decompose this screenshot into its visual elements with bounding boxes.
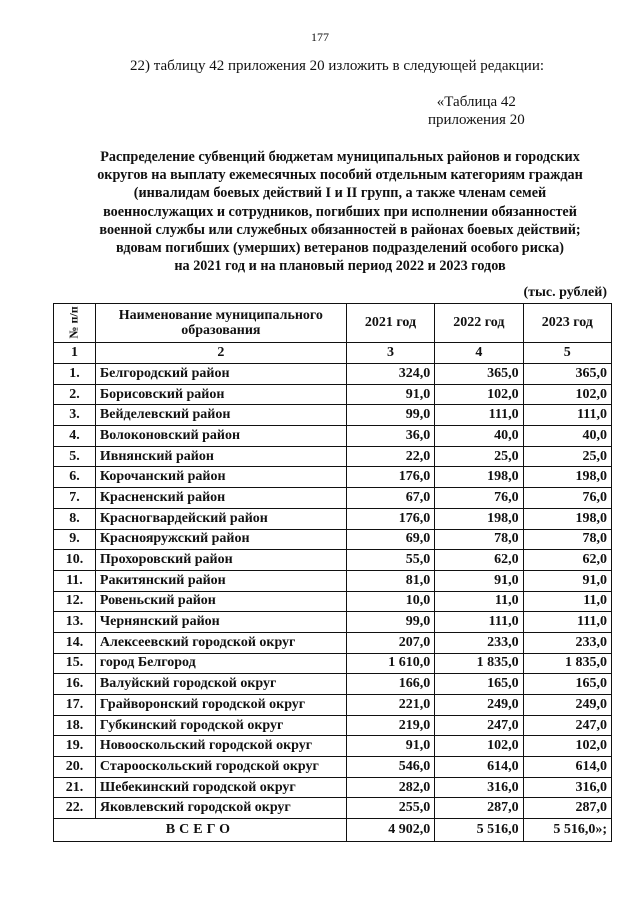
total-row bbox=[54, 819, 612, 842]
table-row bbox=[54, 405, 612, 426]
column-index: 4 bbox=[435, 343, 523, 364]
row-2021: 36,0 bbox=[346, 426, 434, 447]
row-2021: 176,0 bbox=[346, 508, 434, 529]
row-2021: 99,0 bbox=[346, 612, 434, 633]
column-index: 2 bbox=[95, 343, 346, 364]
row-number: 10. bbox=[54, 550, 96, 571]
table-row bbox=[54, 591, 612, 612]
table-reference bbox=[428, 93, 525, 129]
table-body bbox=[54, 364, 612, 819]
title-line: военнослужащих и сотрудников, погибших при исполнении обязанностей bbox=[103, 203, 577, 220]
table-row bbox=[54, 426, 612, 447]
row-2023: 165,0 bbox=[523, 674, 611, 695]
row-number: 17. bbox=[54, 695, 96, 716]
row-2021: 1 610,0 bbox=[346, 653, 434, 674]
table-row bbox=[54, 467, 612, 488]
row-2021: 91,0 bbox=[346, 384, 434, 405]
table-row bbox=[54, 364, 612, 385]
row-2023: 62,0 bbox=[523, 550, 611, 571]
row-name: Алексеевский городской округ bbox=[95, 632, 346, 653]
row-number: 22. bbox=[54, 798, 96, 819]
row-2022: 25,0 bbox=[435, 446, 523, 467]
row-2022: 91,0 bbox=[435, 570, 523, 591]
subvention-table bbox=[53, 303, 612, 842]
row-number: 1. bbox=[54, 364, 96, 385]
row-number: 20. bbox=[54, 757, 96, 778]
row-number: 14. bbox=[54, 632, 96, 653]
row-name: Белгородский район bbox=[95, 364, 346, 385]
row-2023: 287,0 bbox=[523, 798, 611, 819]
row-number: 8. bbox=[54, 508, 96, 529]
table-row bbox=[54, 674, 612, 695]
row-name: Борисовский район bbox=[95, 384, 346, 405]
row-2021: 67,0 bbox=[346, 488, 434, 509]
row-name: Красногвардейский район bbox=[95, 508, 346, 529]
row-name: Вейделевский район bbox=[95, 405, 346, 426]
row-2022: 111,0 bbox=[435, 405, 523, 426]
total-2023: 5 516,0»; bbox=[523, 819, 611, 842]
table-row bbox=[54, 777, 612, 798]
row-2021: 81,0 bbox=[346, 570, 434, 591]
header-number: № п/п bbox=[54, 304, 96, 343]
row-2023: 365,0 bbox=[523, 364, 611, 385]
column-index: 5 bbox=[523, 343, 611, 364]
row-2023: 25,0 bbox=[523, 446, 611, 467]
row-2021: 324,0 bbox=[346, 364, 434, 385]
row-2023: 76,0 bbox=[523, 488, 611, 509]
title-line: на 2021 год и на плановый период 2022 и 2023 годов bbox=[174, 258, 506, 275]
row-2021: 219,0 bbox=[346, 715, 434, 736]
row-2023: 111,0 bbox=[523, 612, 611, 633]
table-reference-line-2: приложения 20 bbox=[428, 112, 525, 128]
row-number: 3. bbox=[54, 405, 96, 426]
row-2021: 546,0 bbox=[346, 757, 434, 778]
row-2021: 255,0 bbox=[346, 798, 434, 819]
row-2022: 1 835,0 bbox=[435, 653, 523, 674]
table-row bbox=[54, 446, 612, 467]
row-2023: 40,0 bbox=[523, 426, 611, 447]
row-2021: 10,0 bbox=[346, 591, 434, 612]
row-2021: 166,0 bbox=[346, 674, 434, 695]
row-name: Валуйский городской округ bbox=[95, 674, 346, 695]
document-title bbox=[70, 148, 610, 275]
table-row bbox=[54, 798, 612, 819]
table-row bbox=[54, 695, 612, 716]
table-row bbox=[54, 736, 612, 757]
row-2022: 102,0 bbox=[435, 384, 523, 405]
row-number: 7. bbox=[54, 488, 96, 509]
table-header-row bbox=[54, 304, 612, 343]
row-name: Красненский район bbox=[95, 488, 346, 509]
row-name: Ракитянский район bbox=[95, 570, 346, 591]
row-2021: 91,0 bbox=[346, 736, 434, 757]
row-name: Грайворонский городской округ bbox=[95, 695, 346, 716]
units-label: (тыс. рублей) bbox=[523, 285, 607, 300]
row-number: 15. bbox=[54, 653, 96, 674]
row-2022: 62,0 bbox=[435, 550, 523, 571]
row-name: город Белгород bbox=[95, 653, 346, 674]
row-number: 2. bbox=[54, 384, 96, 405]
row-2021: 99,0 bbox=[346, 405, 434, 426]
row-2021: 69,0 bbox=[346, 529, 434, 550]
title-line: военной службы или служебных обязанностей в районах боевых действий; bbox=[99, 221, 581, 238]
title-line: вдовам погибших (умерших) ветеранов подразделений особого риска) bbox=[116, 240, 564, 257]
row-2022: 76,0 bbox=[435, 488, 523, 509]
row-name: Яковлевский городской округ bbox=[95, 798, 346, 819]
row-name: Краснояружский район bbox=[95, 529, 346, 550]
row-2022: 247,0 bbox=[435, 715, 523, 736]
row-2023: 247,0 bbox=[523, 715, 611, 736]
row-2023: 91,0 bbox=[523, 570, 611, 591]
table-row bbox=[54, 653, 612, 674]
row-name: Корочанский район bbox=[95, 467, 346, 488]
row-2021: 207,0 bbox=[346, 632, 434, 653]
row-2023: 198,0 bbox=[523, 508, 611, 529]
row-2023: 1 835,0 bbox=[523, 653, 611, 674]
table-row bbox=[54, 757, 612, 778]
row-number: 11. bbox=[54, 570, 96, 591]
row-2022: 102,0 bbox=[435, 736, 523, 757]
row-name: Губкинский городской округ bbox=[95, 715, 346, 736]
column-index-row bbox=[54, 343, 612, 364]
table-row bbox=[54, 529, 612, 550]
row-2022: 198,0 bbox=[435, 508, 523, 529]
row-name: Ивнянский район bbox=[95, 446, 346, 467]
row-2022: 40,0 bbox=[435, 426, 523, 447]
title-line: Распределение субвенций бюджетам муниципальных районов и городских bbox=[100, 149, 580, 165]
table-reference-line-1: «Таблица 42 bbox=[436, 94, 516, 110]
row-2021: 22,0 bbox=[346, 446, 434, 467]
header-2022: 2022 год bbox=[435, 304, 523, 343]
header-2023: 2023 год bbox=[523, 304, 611, 343]
row-2022: 249,0 bbox=[435, 695, 523, 716]
total-2022: 5 516,0 bbox=[435, 819, 523, 842]
row-number: 4. bbox=[54, 426, 96, 447]
table-row bbox=[54, 550, 612, 571]
row-2023: 102,0 bbox=[523, 736, 611, 757]
table-row bbox=[54, 632, 612, 653]
row-2023: 111,0 bbox=[523, 405, 611, 426]
table-row bbox=[54, 384, 612, 405]
row-number: 13. bbox=[54, 612, 96, 633]
row-2022: 365,0 bbox=[435, 364, 523, 385]
row-2022: 11,0 bbox=[435, 591, 523, 612]
row-2023: 78,0 bbox=[523, 529, 611, 550]
row-2022: 233,0 bbox=[435, 632, 523, 653]
row-2022: 614,0 bbox=[435, 757, 523, 778]
row-2022: 287,0 bbox=[435, 798, 523, 819]
row-number: 18. bbox=[54, 715, 96, 736]
title-line: округов на выплату ежемесячных пособий отдельным категориям граждан bbox=[97, 167, 583, 184]
title-line: (инвалидам боевых действий I и II групп, а также членам семей bbox=[133, 185, 547, 202]
row-number: 19. bbox=[54, 736, 96, 757]
page-number: 177 bbox=[311, 30, 329, 44]
row-2021: 221,0 bbox=[346, 695, 434, 716]
row-2022: 78,0 bbox=[435, 529, 523, 550]
row-number: 21. bbox=[54, 777, 96, 798]
row-2023: 249,0 bbox=[523, 695, 611, 716]
row-name: Шебекинский городской округ bbox=[95, 777, 346, 798]
table-row bbox=[54, 570, 612, 591]
header-name: Наименование муниципального образования bbox=[95, 304, 346, 343]
row-2022: 198,0 bbox=[435, 467, 523, 488]
table-row bbox=[54, 488, 612, 509]
row-number: 16. bbox=[54, 674, 96, 695]
row-2023: 614,0 bbox=[523, 757, 611, 778]
total-label: ВСЕГО bbox=[54, 819, 347, 842]
row-2023: 316,0 bbox=[523, 777, 611, 798]
row-2022: 165,0 bbox=[435, 674, 523, 695]
row-2021: 282,0 bbox=[346, 777, 434, 798]
row-number: 12. bbox=[54, 591, 96, 612]
row-name: Прохоровский район bbox=[95, 550, 346, 571]
row-2023: 198,0 bbox=[523, 467, 611, 488]
row-2023: 233,0 bbox=[523, 632, 611, 653]
row-2023: 102,0 bbox=[523, 384, 611, 405]
table-row bbox=[54, 508, 612, 529]
row-name: Старооскольский городской округ bbox=[95, 757, 346, 778]
intro-text: 22) таблицу 42 приложения 20 изложить в следующей редакции: bbox=[130, 58, 545, 74]
row-2021: 55,0 bbox=[346, 550, 434, 571]
row-number: 5. bbox=[54, 446, 96, 467]
column-index: 3 bbox=[346, 343, 434, 364]
row-number: 6. bbox=[54, 467, 96, 488]
table-row bbox=[54, 612, 612, 633]
row-2022: 316,0 bbox=[435, 777, 523, 798]
row-number: 9. bbox=[54, 529, 96, 550]
row-name: Ровеньский район bbox=[95, 591, 346, 612]
total-2021: 4 902,0 bbox=[346, 819, 434, 842]
header-2021: 2021 год bbox=[346, 304, 434, 343]
row-name: Новооскольский городской округ bbox=[95, 736, 346, 757]
table-row bbox=[54, 715, 612, 736]
row-name: Волоконовский район bbox=[95, 426, 346, 447]
row-name: Чернянский район bbox=[95, 612, 346, 633]
column-index: 1 bbox=[54, 343, 96, 364]
row-2021: 176,0 bbox=[346, 467, 434, 488]
row-2023: 11,0 bbox=[523, 591, 611, 612]
row-2022: 111,0 bbox=[435, 612, 523, 633]
